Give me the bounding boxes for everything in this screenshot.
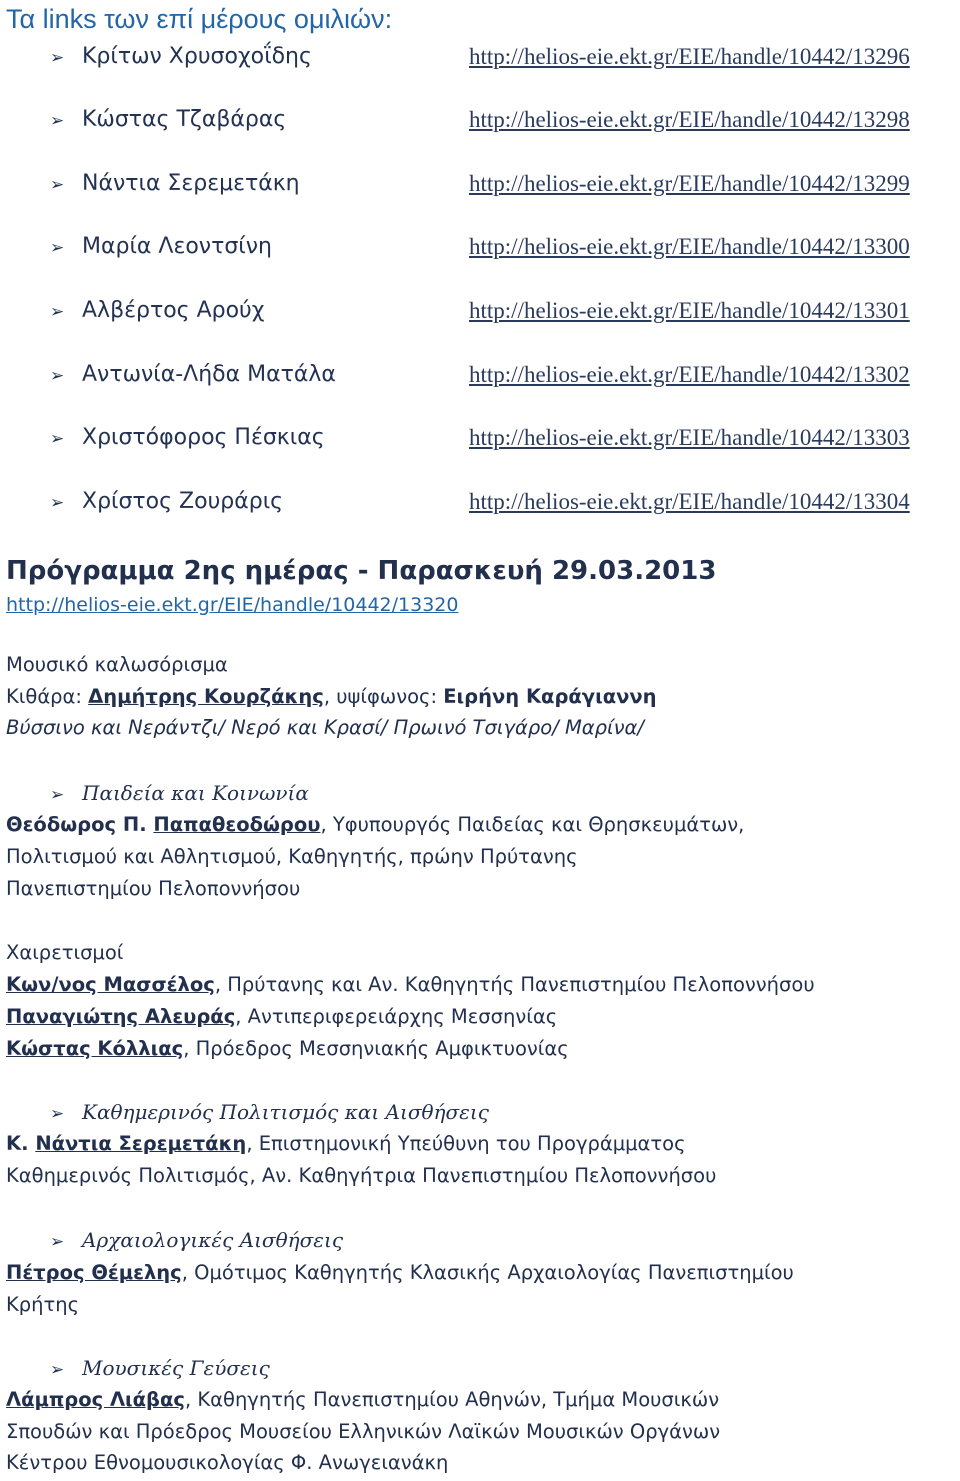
speaker-link[interactable]: http://helios-eie.ekt.gr/EIE/handle/10442/13300 (469, 234, 910, 259)
section-title-music: Μουσικές Γεύσεις (82, 1356, 270, 1380)
section-title-everyday-culture: Καθημερινός Πολιτισμός και Αισθήσεις (82, 1100, 489, 1124)
bullet-arrow-icon: ➢ (50, 238, 65, 257)
greeting-line (6, 1037, 569, 1060)
bullet-arrow-icon: ➢ (50, 493, 65, 512)
speaker-row (0, 360, 960, 394)
bullet-arrow-icon: ➢ (50, 1104, 65, 1123)
speaker-row (0, 42, 960, 76)
speaker-name: Χρίστος Ζουράρις (82, 489, 284, 514)
speaker-role: , Υφυπουργός Παιδείας και Θρησκευμάτων, (320, 813, 745, 836)
speaker-name: Μαρία Λεοντσίνη (82, 234, 272, 259)
speaker-row (0, 296, 960, 330)
links-title: Τα links των επί μέρους ομιλιών: (6, 4, 393, 34)
speaker-name: Αλβέρτος Αρούχ (82, 298, 265, 323)
speaker-link[interactable]: http://helios-eie.ekt.gr/EIE/handle/10442/13299 (469, 171, 910, 196)
speaker-surname: Παπαθεοδώρου (153, 813, 321, 836)
bullet-arrow-icon: ➢ (50, 48, 65, 67)
guitar-performer-name: Δημήτρης Κουρζάκης (88, 685, 324, 708)
section4-role-line3: Κέντρου Εθνομουσικολογίας Φ. Ανωγειανάκη (6, 1451, 449, 1474)
greetings-title: Χαιρετισμοί (6, 941, 124, 964)
speaker-row (0, 487, 960, 521)
bullet-arrow-icon: ➢ (50, 785, 65, 804)
vocal-performer-name: Ειρήνη Καράγιαννη (443, 685, 657, 708)
speaker-name: Κώστας Τζαβάρας (82, 107, 287, 132)
speaker-name: Πέτρος Θέμελης (6, 1261, 182, 1284)
speaker-link[interactable]: http://helios-eie.ekt.gr/EIE/handle/10442/13301 (469, 298, 910, 323)
greeting-speaker-name: Παναγιώτης Αλευράς (6, 1005, 236, 1028)
bullet-arrow-icon: ➢ (50, 1360, 65, 1379)
speaker-name: Λάμπρος Λιάβας (6, 1388, 185, 1411)
section4-speaker-line (6, 1388, 719, 1411)
speaker-link[interactable]: http://helios-eie.ekt.gr/EIE/handle/10442/13298 (469, 107, 910, 132)
speaker-row (0, 423, 960, 457)
speaker-role: , Επιστημονική Υπεύθυνη του Προγράμματος (246, 1132, 686, 1155)
speaker-name: Κρίτων Χρυσοχοΐδης (82, 44, 312, 69)
speaker-row (0, 232, 960, 266)
speaker-name: Νάντια Σερεμετάκη (82, 171, 300, 196)
greeting-speaker-role: , Πρύτανης και Αν. Καθηγητής Πανεπιστημίου Πελοποννήσου (214, 973, 815, 996)
section1-role-line3: Πανεπιστημίου Πελοποννήσου (6, 877, 301, 900)
speaker-name: Αντωνία-Λήδα Ματάλα (82, 362, 336, 387)
speaker-prefix: Κ. (6, 1132, 36, 1155)
music-welcome: Μουσικό καλωσόρισμα (6, 653, 228, 676)
program-link[interactable]: http://helios-eie.ekt.gr/EIE/handle/10442/13320 (6, 594, 459, 616)
bullet-arrow-icon: ➢ (50, 111, 65, 130)
section3-role-line2: Κρήτης (6, 1293, 80, 1316)
music-songs: Βύσσινο και Νεράντζι/ Νερό και Κρασί/ Πρωινό Τσιγάρο/ Μαρίνα/ (6, 716, 644, 739)
bullet-arrow-icon: ➢ (50, 366, 65, 385)
speaker-role: , Καθηγητής Πανεπιστημίου Αθηνών, Τμήμα Μουσικών (184, 1388, 720, 1411)
bullet-arrow-icon: ➢ (50, 1232, 65, 1251)
music-performers-line (6, 685, 657, 708)
section1-speaker-line (6, 813, 744, 836)
speaker-link[interactable]: http://helios-eie.ekt.gr/EIE/handle/10442/13304 (469, 489, 910, 514)
speaker-row (0, 169, 960, 203)
speaker-name: Νάντια Σερεμετάκη (35, 1132, 247, 1155)
program-heading: Πρόγραμμα 2ης ημέρας - Παρασκευή 29.03.2013 (6, 556, 717, 586)
greeting-speaker-name: Κώστας Κόλλιας (6, 1037, 184, 1060)
speaker-link[interactable]: http://helios-eie.ekt.gr/EIE/handle/10442/13296 (469, 44, 910, 69)
section4-role-line2: Σπουδών και Πρόεδρος Μουσείου Ελληνικών Λαϊκών Μουσικών Οργάνων (6, 1420, 721, 1443)
speaker-name: Χριστόφορος Πέσκιας (82, 425, 325, 450)
speaker-row (0, 105, 960, 139)
greeting-speaker-role: , Αντιπεριφερειάρχης Μεσσηνίας (235, 1005, 558, 1028)
section2-speaker-line (6, 1132, 686, 1155)
greeting-speaker-name: Κων/νος Μασσέλος (6, 973, 215, 996)
vocal-label: , υψίφωνος: (323, 685, 444, 708)
speaker-link[interactable]: http://helios-eie.ekt.gr/EIE/handle/10442/13303 (469, 425, 910, 450)
greeting-line (6, 973, 815, 996)
section-title-archaeology: Αρχαιολογικές Αισθήσεις (82, 1228, 344, 1252)
bullet-arrow-icon: ➢ (50, 429, 65, 448)
bullet-arrow-icon: ➢ (50, 175, 65, 194)
section2-role-line2: Καθημερινός Πολιτισμός, Αν. Καθηγήτρια Πανεπιστημίου Πελοποννήσου (6, 1164, 717, 1187)
section3-speaker-line (6, 1261, 794, 1284)
greeting-speaker-role: , Πρόεδρος Μεσσηνιακής Αμφικτυονίας (183, 1037, 569, 1060)
speaker-name-part: Θεόδωρος Π. (6, 813, 154, 836)
speaker-link[interactable]: http://helios-eie.ekt.gr/EIE/handle/10442/13302 (469, 362, 910, 387)
section-title-education: Παιδεία και Κοινωνία (82, 781, 309, 805)
greeting-line (6, 1005, 557, 1028)
section1-role-line2: Πολιτισμού και Αθλητισμού, Καθηγητής, πρώην Πρύτανης (6, 845, 578, 868)
speaker-role: , Ομότιμος Καθηγητής Κλασικής Αρχαιολογίας Πανεπιστημίου (181, 1261, 794, 1284)
guitar-label: Κιθάρα: (6, 685, 89, 708)
bullet-arrow-icon: ➢ (50, 302, 65, 321)
